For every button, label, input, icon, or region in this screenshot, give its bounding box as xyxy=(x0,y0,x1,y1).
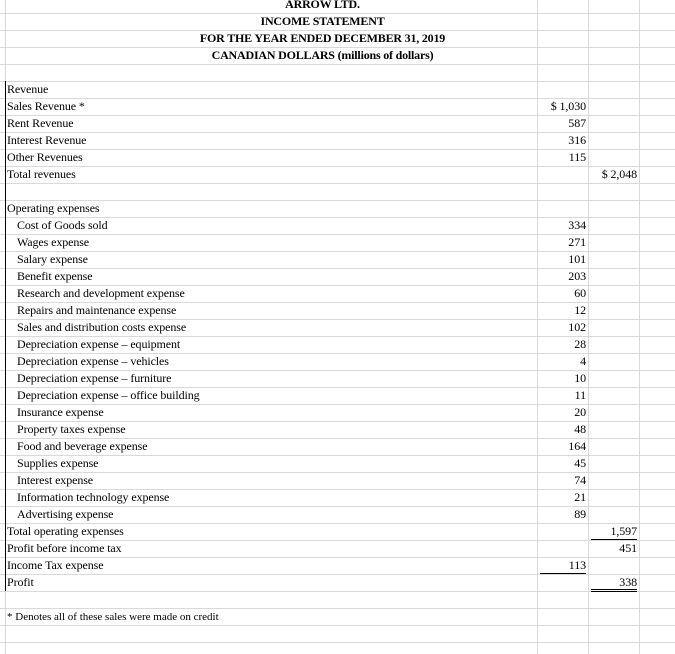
statement-title: INCOME STATEMENT xyxy=(260,14,385,28)
section-heading-revenue: Revenue xyxy=(7,82,49,96)
line-item-label: Depreciation expense – vehicles xyxy=(17,354,169,368)
income-tax-value: 113 xyxy=(568,558,586,572)
profit-before-tax-value: 451 xyxy=(619,541,637,555)
statement-border xyxy=(5,81,6,591)
profit-label: Profit xyxy=(7,575,34,589)
line-item-value: 203 xyxy=(568,269,586,283)
line-item-label: Repairs and maintenance expense xyxy=(17,303,177,317)
gridline xyxy=(588,0,589,654)
gridline xyxy=(0,81,675,82)
line-item-value: 74 xyxy=(574,473,586,487)
line-item-value: 102 xyxy=(568,320,586,334)
line-item-label: Interest expense xyxy=(17,473,94,487)
total-revenues-value: $ 2,048 xyxy=(601,167,637,181)
line-item-label: Interest Revenue xyxy=(7,133,87,147)
line-item-value: 28 xyxy=(574,337,586,351)
gridline xyxy=(0,642,675,643)
line-item-value: 10 xyxy=(574,371,586,385)
gridline xyxy=(0,574,675,575)
line-item-value: $ 1,030 xyxy=(550,99,586,113)
statement-period: FOR THE YEAR ENDED DECEMBER 31, 2019 xyxy=(199,31,446,45)
line-item-value: 101 xyxy=(568,252,586,266)
gridline xyxy=(0,591,675,592)
line-item-label: Benefit expense xyxy=(17,269,93,283)
line-item-value: 89 xyxy=(574,507,586,521)
line-item-label: Wages expense xyxy=(17,235,90,249)
line-item-value: 60 xyxy=(574,286,586,300)
line-item-label: Sales Revenue * xyxy=(7,99,85,113)
line-item-value: 164 xyxy=(568,439,586,453)
gridline xyxy=(0,64,675,65)
gridline xyxy=(0,183,675,184)
line-item-label: Property taxes expense xyxy=(17,422,126,436)
section-heading-operating-expenses: Operating expenses xyxy=(7,201,100,215)
total-revenues-label: Total revenues xyxy=(7,167,76,181)
line-item-value: 587 xyxy=(568,116,586,130)
line-item-value: 334 xyxy=(568,218,586,232)
tax-underline xyxy=(540,573,586,574)
line-item-value: 316 xyxy=(568,133,586,147)
statement-currency: CANADIAN DOLLARS (millions of dollars) xyxy=(211,48,434,62)
line-item-label: Cost of Goods sold xyxy=(17,218,108,232)
gridline xyxy=(0,200,675,201)
double-underline xyxy=(591,589,637,592)
profit-value: 338 xyxy=(619,575,637,589)
footnote: * Denotes all of these sales were made on credit xyxy=(7,611,219,623)
line-item-label: Sales and distribution costs expense xyxy=(17,320,187,334)
line-item-label: Food and beverage expense xyxy=(17,439,148,453)
line-item-label: Salary expense xyxy=(17,252,88,266)
gridline xyxy=(639,0,640,654)
profit-before-tax-label: Profit before income tax xyxy=(7,541,122,555)
company-name: ARROW LTD. xyxy=(285,0,360,11)
line-item-label: Depreciation expense – furniture xyxy=(17,371,172,385)
line-item-label: Rent Revenue xyxy=(7,116,74,130)
line-item-label: Advertising expense xyxy=(17,507,114,521)
line-item-value: 20 xyxy=(574,405,586,419)
line-item-label: Supplies expense xyxy=(17,456,99,470)
line-item-value: 11 xyxy=(574,388,586,402)
line-item-label: Other Revenues xyxy=(7,150,83,164)
line-item-value: 115 xyxy=(568,150,586,164)
line-item-label: Depreciation expense – equipment xyxy=(17,337,181,351)
line-item-label: Information technology expense xyxy=(17,490,170,504)
line-item-label: Depreciation expense – office building xyxy=(17,388,200,402)
line-item-label: Research and development expense xyxy=(17,286,185,300)
total-operating-expenses-value: 1,597 xyxy=(610,524,637,538)
income-tax-label: Income Tax expense xyxy=(7,558,104,572)
line-item-value: 21 xyxy=(574,490,586,504)
line-item-value: 45 xyxy=(574,456,586,470)
line-item-value: 12 xyxy=(574,303,586,317)
line-item-label: Insurance expense xyxy=(17,405,104,419)
line-item-value: 48 xyxy=(574,422,586,436)
line-item-value: 4 xyxy=(580,354,586,368)
line-item-value: 271 xyxy=(568,235,586,249)
gridline xyxy=(0,166,675,167)
total-operating-expenses-label: Total operating expenses xyxy=(7,524,124,538)
